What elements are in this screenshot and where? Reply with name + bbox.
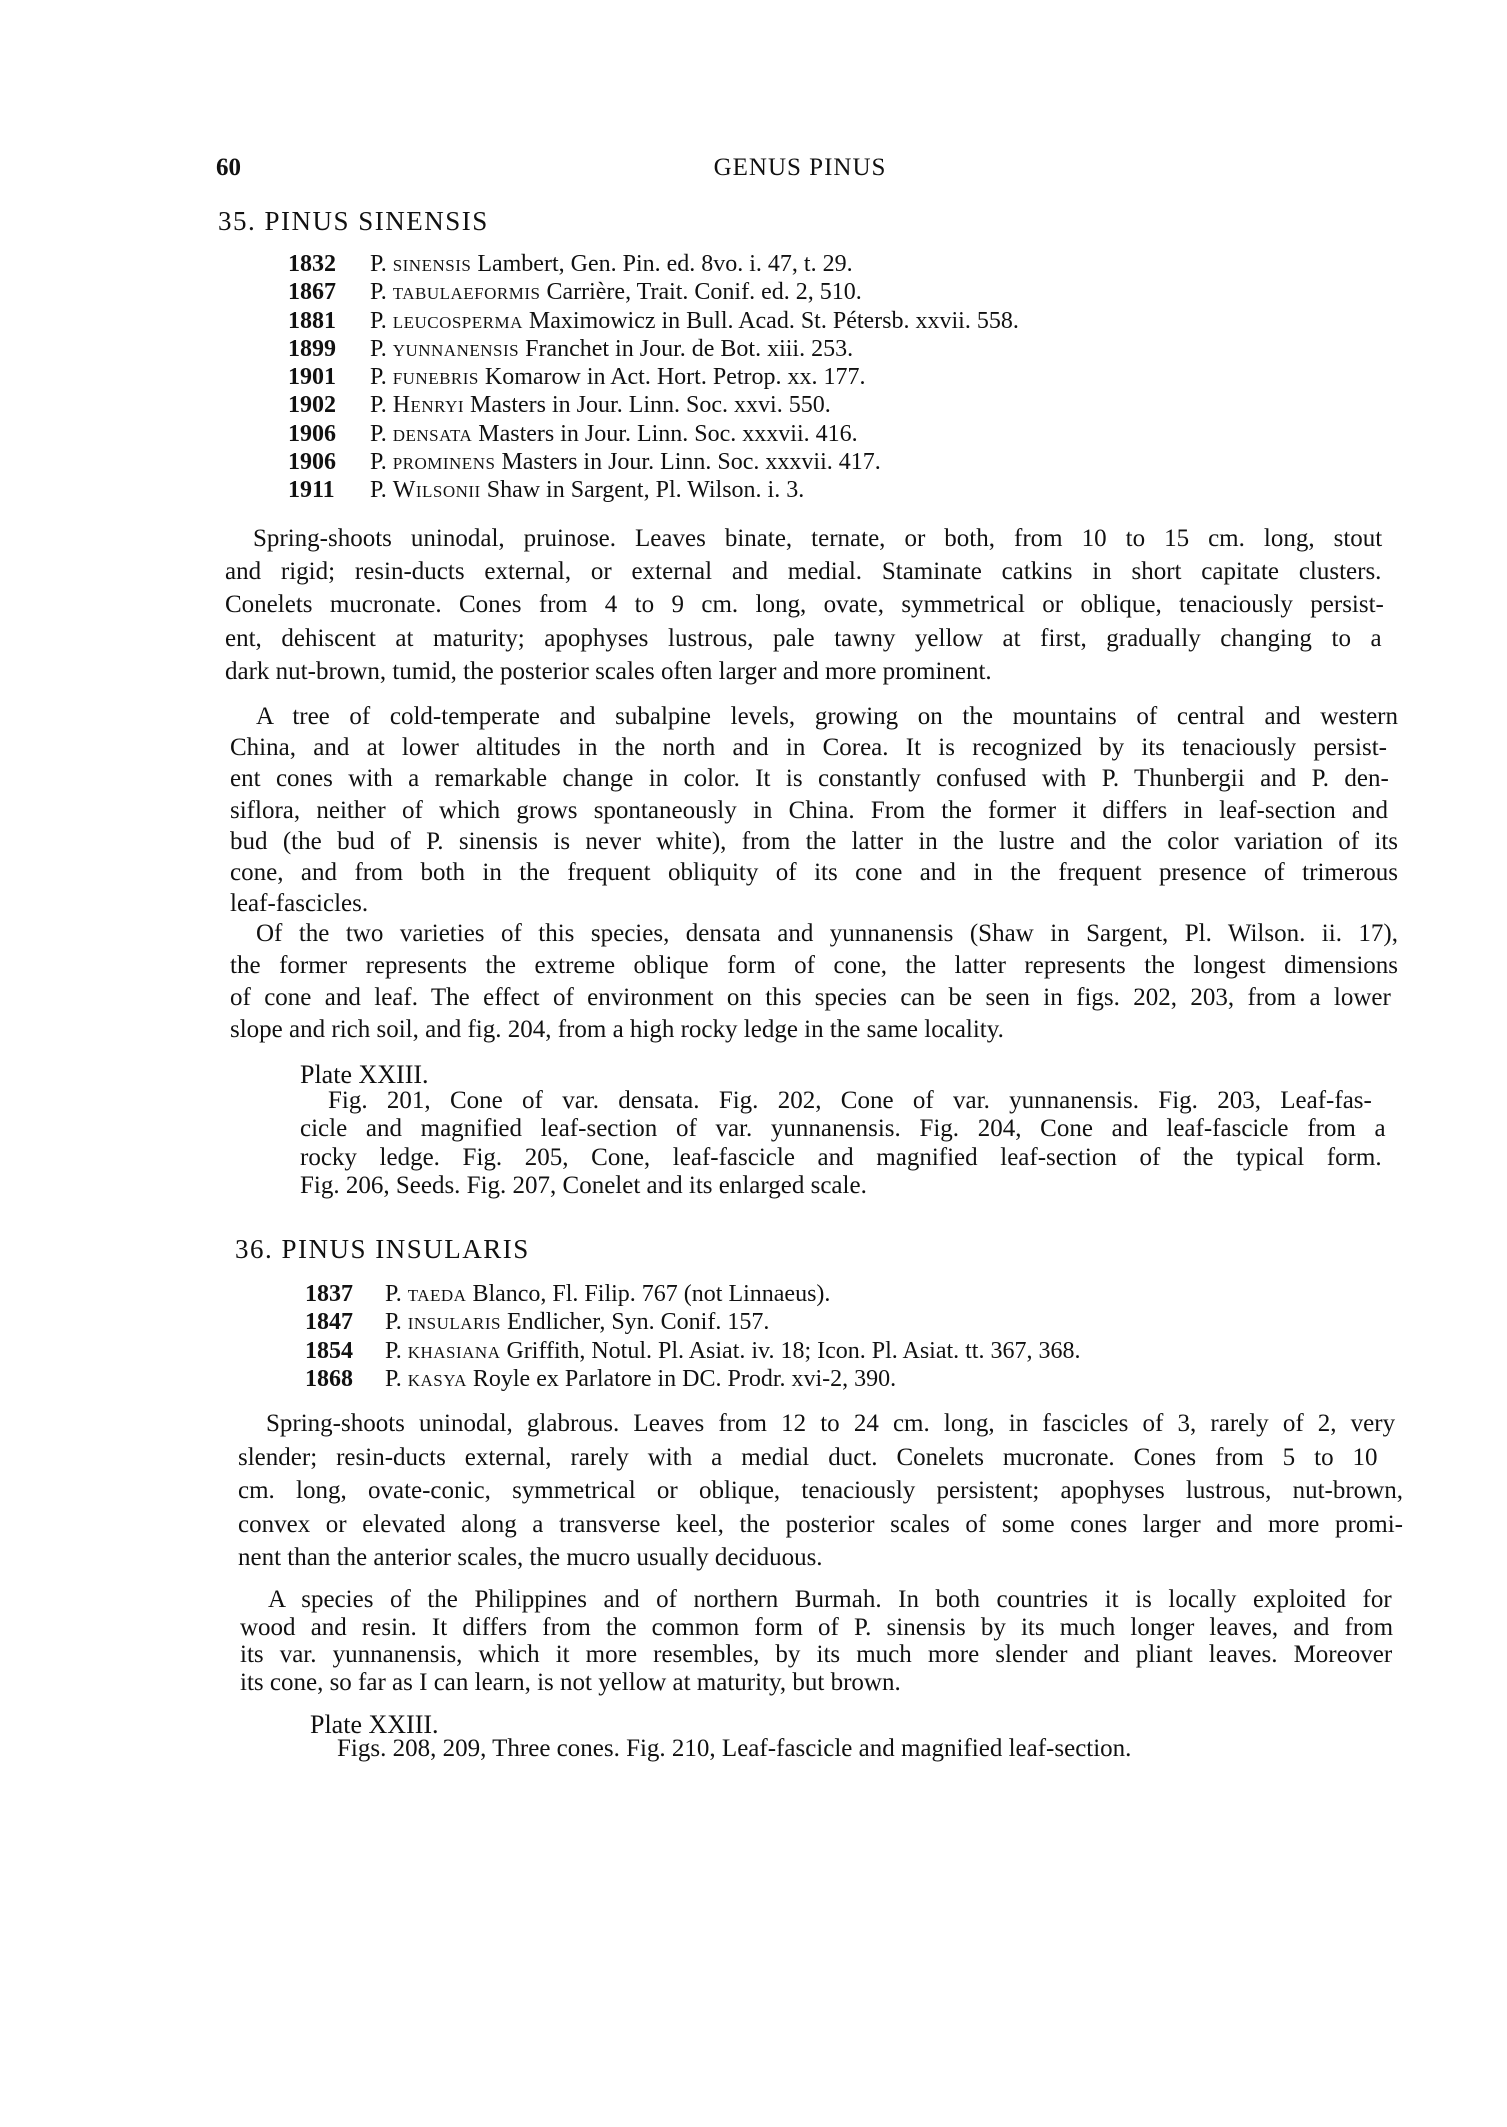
- text-line: Conelets mucronate. Cones from 4 to 9 cm. long, ovate, symmetrical or oblique, tenaciously persist-: [225, 591, 1384, 619]
- synonym-year: 1902: [288, 392, 336, 419]
- figure-captions: [300, 1087, 1398, 1200]
- synonym-entry: [305, 1365, 1405, 1393]
- synonym-name: leucosperma: [392, 307, 523, 334]
- synonym-name: tabulaeformis: [392, 279, 541, 306]
- synonym-year: 1901: [288, 364, 336, 391]
- text-line: China, and at lower altitudes in the north and in Corea. It is recognized by its tenaciously persist-: [230, 734, 1387, 762]
- text-line: Spring-shoots uninodal, glabrous. Leaves from 12 to 24 cm. long, in fascicles of 3, rarely of 2, very: [266, 1410, 1396, 1437]
- synonym-entry: [288, 250, 1388, 278]
- synonym-list: [305, 1280, 1405, 1393]
- text-line: leaf-fascicles.: [230, 890, 369, 918]
- synonym-name: khasiana: [407, 1337, 501, 1364]
- synonym-citation: Lambert, Gen. Pin. ed. 8vo. i. 47, t. 29.: [477, 251, 853, 277]
- synonym-name: densata: [392, 420, 473, 447]
- text-line: bud (the bud of P. sinensis is never white), from the latter in the lustre and the color variation of its: [230, 827, 1398, 855]
- text-line: cone, and from both in the frequent obliquity of its cone and in the frequent presence of trimerous: [230, 858, 1398, 886]
- text-line: nent than the anterior scales, the mucro usually deciduous.: [238, 1544, 823, 1571]
- synonym-entry: [305, 1308, 1405, 1336]
- synonym-year: 1881: [288, 307, 336, 334]
- synonym-year: 1854: [305, 1337, 353, 1364]
- synonym-genus: P.: [370, 420, 387, 447]
- synonym-citation: Franchet in Jour. de Bot. xiii. 253.: [525, 335, 854, 362]
- synonym-citation: Masters in Jour. Linn. Soc. xxvi. 550.: [470, 392, 831, 419]
- text-line: Fig. 201, Cone of var. densata. Fig. 202, Cone of var. yunnanensis. Fig. 203, Leaf-fas-: [328, 1087, 1372, 1114]
- text-line: the former represents the extreme oblique form of cone, the latter represents the longest dimensions: [230, 952, 1398, 979]
- synonym-citation: Endlicher, Syn. Conif. 157.: [506, 1309, 770, 1336]
- synonym-citation: Masters in Jour. Linn. Soc. xxxvii. 416.: [478, 420, 858, 447]
- synonym-year: 1906: [288, 449, 336, 476]
- synonym-citation: Komarow in Act. Hort. Petrop. xx. 177.: [484, 364, 866, 391]
- synonym-entry: [288, 391, 1388, 419]
- synonym-citation: Masters in Jour. Linn. Soc. xxxvii. 417.: [501, 449, 881, 476]
- running-head: GENUS PINUS: [713, 154, 887, 181]
- synonym-list: [288, 250, 1388, 505]
- synonym-year: 1847: [305, 1309, 353, 1336]
- text-line: wood and resin. It differs from the common form of P. sinensis by its much longer leaves, and from: [240, 1613, 1394, 1641]
- text-line: A tree of cold-temperate and subalpine levels, growing on the mountains of central and western: [256, 703, 1398, 730]
- text-line: convex or elevated along a transverse keel, the posterior scales of some cones larger and more promi-: [238, 1510, 1403, 1538]
- synonym-year: 1832: [288, 251, 336, 277]
- text-line: A species of the Philippines and of northern Burmah. In both countries it is locally exploited for: [268, 1586, 1392, 1613]
- text-line: siflora, neither of which grows spontaneously in China. From the former it differs in leaf-section and: [230, 796, 1389, 824]
- description-paragraph: [225, 522, 1395, 688]
- synonym-citation: Royle ex Parlatore in DC. Prodr. xvi-2, 390.: [472, 1365, 897, 1392]
- figure-captions: [337, 1735, 1397, 1763]
- synonym-genus: P.: [370, 392, 387, 419]
- synonym-year: 1837: [305, 1281, 353, 1307]
- synonym-entry: [305, 1337, 1405, 1365]
- synonym-name: kasya: [407, 1365, 467, 1392]
- synonym-year: 1867: [288, 279, 336, 306]
- synonym-entry: [288, 363, 1388, 391]
- distribution-paragraph: [240, 1586, 1402, 1697]
- synonym-year: 1911: [288, 477, 335, 504]
- synonym-citation: Maximowicz in Bull. Acad. St. Pétersb. xxvii. 558.: [528, 307, 1019, 334]
- synonym-entry: [288, 476, 1388, 504]
- text-line: rocky ledge. Fig. 205, Cone, leaf-fascicle and magnified leaf-section of the typical form.: [300, 1143, 1382, 1171]
- synonym-citation: Shaw in Sargent, Pl. Wilson. i. 3.: [486, 477, 805, 504]
- synonym-genus: P.: [370, 477, 387, 504]
- synonym-name: Wilsonii: [392, 477, 481, 504]
- text-line: cm. long, ovate-conic, symmetrical or oblique, tenaciously persistent; apophyses lustrous, nut-brown,: [238, 1477, 1403, 1504]
- synonym-genus: P.: [385, 1337, 402, 1364]
- synonym-citation: Blanco, Fl. Filip. 767 (not Linnaeus).: [472, 1281, 831, 1307]
- text-line: of cone and leaf. The effect of environment on this species can be seen in figs. 202, 203, from a lower: [230, 984, 1391, 1011]
- distribution-paragraph: [230, 701, 1398, 919]
- synonym-year: 1906: [288, 420, 336, 447]
- synonym-entry: [288, 420, 1388, 448]
- text-line: and rigid; resin-ducts external, or external and medial. Staminate catkins in short capitate clusters.: [225, 558, 1382, 586]
- synonym-genus: P.: [370, 251, 387, 277]
- synonym-name: prominens: [392, 449, 496, 476]
- plate-reference: Plate XXIII.: [310, 1710, 439, 1739]
- text-line: ent cones with a remarkable change in color. It is constantly confused with P. Thunbergii and P. den-: [230, 765, 1389, 793]
- text-line: slope and rich soil, and fig. 204, from a high rocky ledge in the same locality.: [230, 1016, 1004, 1043]
- synonym-year: 1899: [288, 335, 336, 362]
- text-line: Of the two varieties of this species, densata and yunnanensis (Shaw in Sargent, Pl. Wilson. ii. 17),: [256, 920, 1398, 947]
- synonym-genus: P.: [370, 279, 387, 306]
- synonym-name: taeda: [407, 1281, 467, 1307]
- synonym-name: insularis: [407, 1309, 501, 1336]
- synonym-genus: P.: [385, 1309, 402, 1336]
- synonym-genus: P.: [370, 364, 387, 391]
- synonym-name: Henryi: [392, 392, 465, 419]
- synonym-entry: [288, 307, 1388, 335]
- varieties-paragraph: [230, 918, 1398, 1046]
- synonym-genus: P.: [385, 1281, 402, 1307]
- synonym-citation: Carrière, Trait. Conif. ed. 2, 510.: [546, 279, 862, 306]
- description-paragraph: [238, 1407, 1403, 1575]
- plate-reference: Plate XXIII.: [300, 1060, 429, 1089]
- synonym-entry: [288, 448, 1388, 476]
- text-line: cicle and magnified leaf-section of var. yunnanensis. Fig. 204, Cone and leaf-fascicle from a: [300, 1115, 1386, 1143]
- synonym-entry: [288, 335, 1388, 363]
- synonym-entry: [305, 1280, 1405, 1308]
- synonym-citation: Griffith, Notul. Pl. Asiat. iv. 18; Icon. Pl. Asiat. tt. 367, 368.: [506, 1337, 1081, 1364]
- text-line: dark nut-brown, tumid, the posterior scales often larger and more prominent.: [225, 657, 992, 685]
- text-line: Figs. 208, 209, Three cones. Fig. 210, Leaf-fascicle and magnified leaf-section.: [337, 1735, 1132, 1762]
- species-heading: 35. PINUS SINENSIS: [218, 206, 489, 236]
- text-line: slender; resin-ducts external, rarely with a medial duct. Conelets mucronate. Cones from 5 to 10: [238, 1443, 1378, 1471]
- text-line: Fig. 206, Seeds. Fig. 207, Conelet and its enlarged scale.: [300, 1171, 867, 1199]
- text-line: Spring-shoots uninodal, pruinose. Leaves binate, ternate, or both, from 10 to 15 cm. long, stout: [253, 525, 1383, 552]
- species-heading: 36. PINUS INSULARIS: [235, 1234, 530, 1264]
- synonym-name: funebris: [392, 364, 479, 391]
- text-line: its var. yunnanensis, which it more resembles, by its much more slender and pliant leaves. Moreover: [240, 1641, 1393, 1669]
- synonym-genus: P.: [385, 1365, 402, 1392]
- synonym-name: yunnanensis: [392, 335, 520, 362]
- synonym-entry: [288, 278, 1388, 306]
- synonym-genus: P.: [370, 307, 387, 334]
- text-line: its cone, so far as I can learn, is not yellow at maturity, but brown.: [240, 1669, 901, 1697]
- synonym-genus: P.: [370, 449, 387, 476]
- page-number: 60: [216, 154, 241, 181]
- synonym-year: 1868: [305, 1365, 353, 1392]
- synonym-name: sinensis: [392, 251, 472, 277]
- text-line: ent, dehiscent at maturity; apophyses lustrous, pale tawny yellow at first, gradually changing to a: [225, 624, 1382, 652]
- synonym-genus: P.: [370, 335, 387, 362]
